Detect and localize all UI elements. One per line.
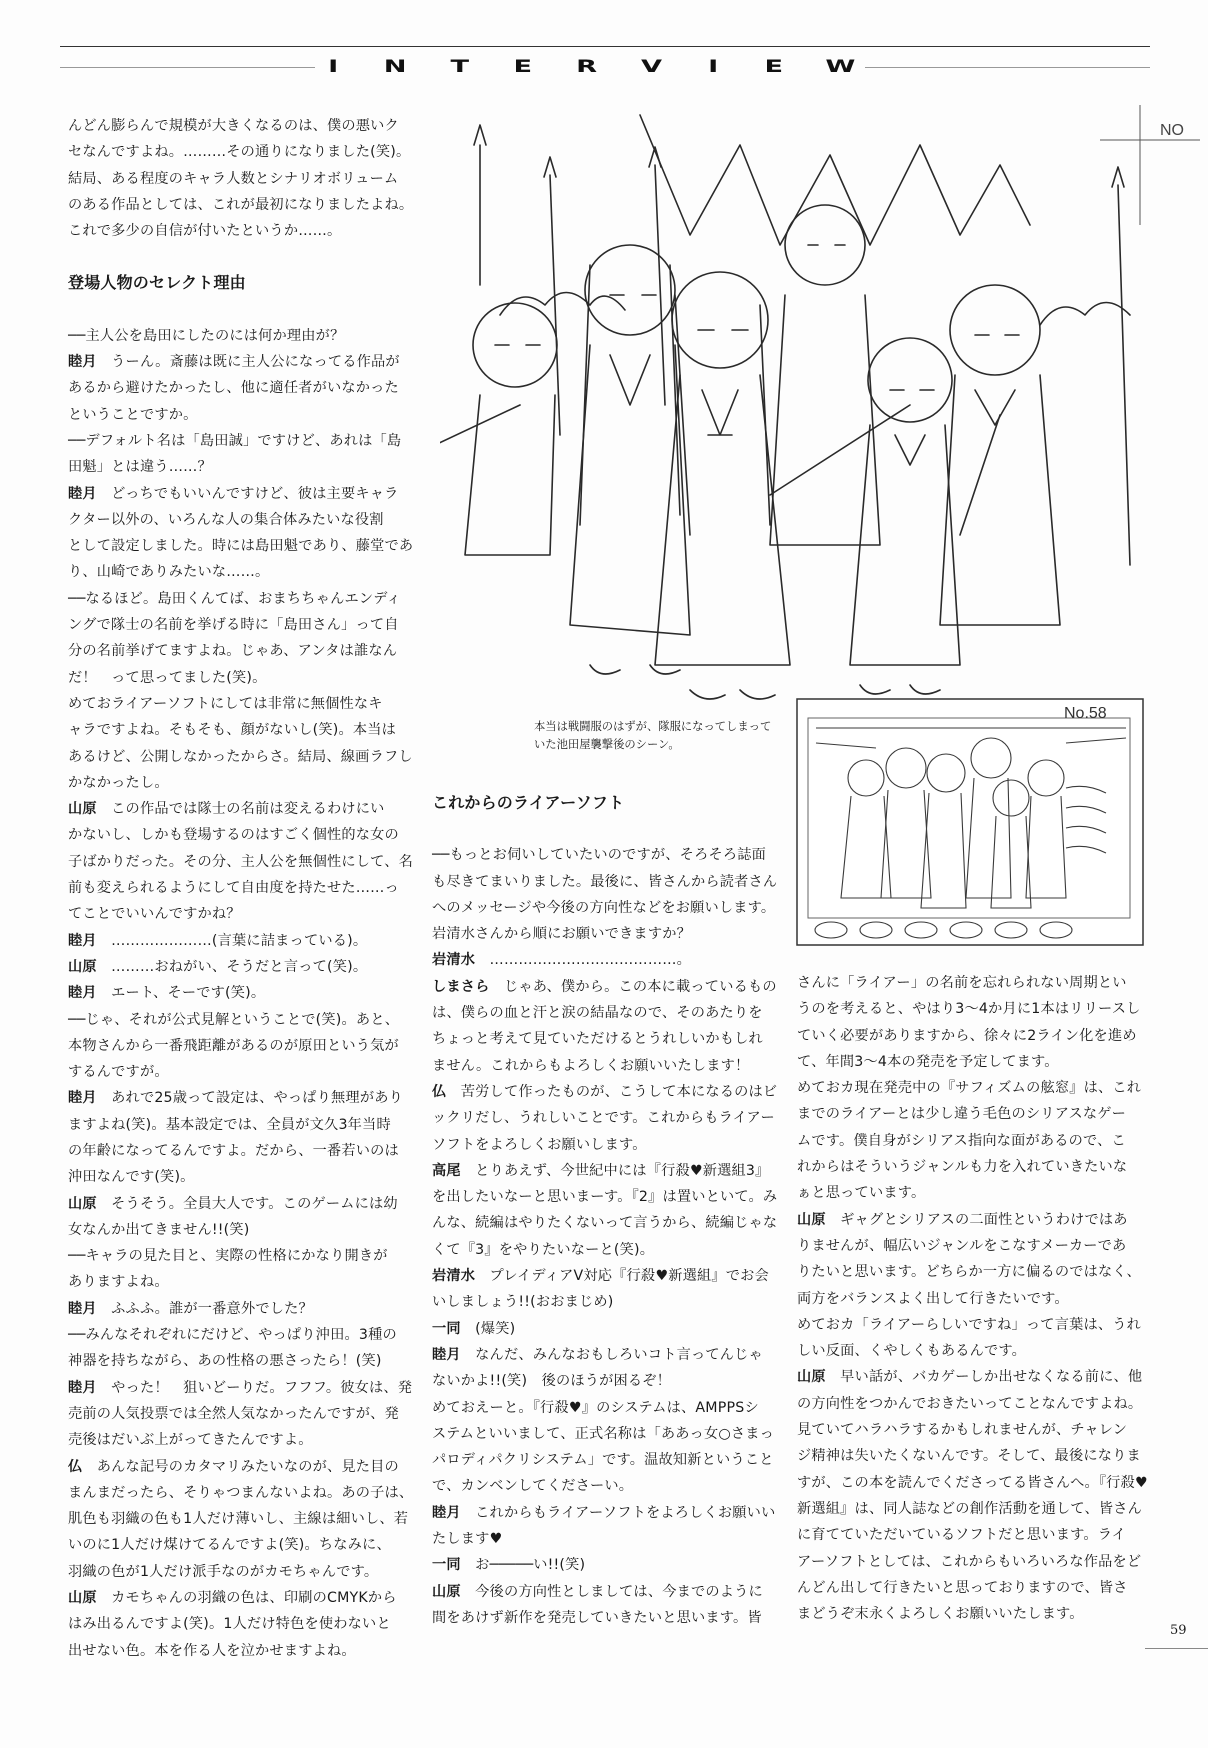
speaker-name: 睦月 [68, 1300, 97, 1317]
speaker-line: 山原 今後の方向性としましては、今までのように [432, 1583, 763, 1600]
text-line: ますよね(笑)。基本設定では、全員が文久3年当時 [68, 1116, 391, 1133]
speaker-line: 睦月 なんだ、みんなおもしろいコト言ってんじゃ [432, 1346, 763, 1363]
text-line: 分の名前挙げてますよね。じゃあ、アンタは誰なん [68, 643, 398, 660]
text-line: アーソフトとしては、これからもいろいろな作品をど [797, 1553, 1142, 1570]
speaker-line: 山原 ギャグとシリアスの二面性というわけではあ [797, 1211, 1128, 1228]
text-line: あるから避けたかったし、他に適任者がいなかった [68, 380, 399, 397]
text-line: 売後はだいぶ上がってきたんですよ。 [68, 1432, 313, 1449]
speaker-line: 山原 この作品では隊士の名前は変えるわけにい [68, 801, 385, 818]
speaker-line: 岩清水 …………………………………。 [432, 952, 691, 969]
speaker-name: 山原 [68, 1590, 97, 1607]
text-line: ャラですよね。そもそも、顔がないし(笑)。本当は [68, 722, 396, 739]
header-rule-top [60, 46, 1150, 47]
text-line: 見ていてハラハラするかもしれませんが、チャレン [797, 1422, 1128, 1439]
header-rule-left [60, 67, 315, 68]
text-line: ていく必要がありますから、徐々に2ライン化を進め [797, 1027, 1137, 1044]
section-heading: 登場人物のセレクト理由 [68, 273, 246, 293]
speaker-line: 一同 お─────い!!(笑) [432, 1557, 586, 1574]
text-line: 本物さんから一番飛距離があるのが原田という気が [68, 1037, 399, 1054]
text-line: だ！ って思ってました(笑)。 [68, 669, 267, 686]
text-line: あるけど、公開しなかったからさ。結局、線画ラフし [68, 748, 413, 765]
spacer [68, 297, 413, 323]
text-line: いしましょう!!(おおまじめ) [432, 1294, 614, 1311]
title-letter: I [708, 57, 719, 77]
text-line: んどん出して行きたいと思っておりますので、皆さ [797, 1579, 1128, 1596]
text-line: 出せない色。本を作る人を泣かせますよね。 [68, 1642, 356, 1659]
caption-line: 本当は戦闘服のはずが、隊服になってしまって [534, 720, 772, 733]
text-line: たします♥ [432, 1531, 503, 1548]
text-line: セなんですよね。………その通りになりました(笑)。 [68, 144, 411, 161]
text-line: ジ精神は失いたくないんです。そして、最後になりま [797, 1448, 1141, 1465]
text-line: くて『3』をやりたいなーと(笑)。 [432, 1241, 655, 1258]
speaker-name: 岩清水 [432, 1268, 476, 1285]
speaker-line: 睦月 …………………(言葉に詰まっている)。 [68, 932, 368, 949]
text-line: 女なんか出てきません!!(笑) [68, 1221, 250, 1238]
title-letter: I [328, 57, 339, 77]
speaker-line: 高尾 とりあえず、今世紀中には『行殺♥新選組3』 [432, 1162, 770, 1179]
text-line: うのを考えると、やはり3〜4か月に1本はリリースし [797, 1001, 1141, 1018]
text-line: ングで隊士の名前を挙げる時に「島田さん」って自 [68, 617, 399, 634]
text-line: 肌色も羽織の色も1人だけ薄いし、主線は細いし、若 [68, 1511, 409, 1528]
speaker-name: 山原 [68, 958, 97, 975]
speaker-line: 山原 早い話が、バカゲーしか出せなくなる前に、他 [797, 1369, 1143, 1386]
sketch-number-text: No.58 [1064, 705, 1107, 722]
speaker-line: 睦月 ふふふ。誰が一番意外でした？ [68, 1300, 313, 1317]
speaker-line: 睦月 やった！ 狙いどーりだ。フフフ。彼女は、発 [68, 1379, 413, 1396]
text-line: 前も変えられるようにして自由度を持たせた……っ [68, 880, 399, 897]
text-line: んな、続編はやりたくないって言うから、続編じゃな [432, 1215, 778, 1232]
speaker-line: めておカ「ライアーらしいですね」って言葉は、うれ [797, 1316, 1142, 1333]
text-line: パロディパクリシステム」です。温故知新ということ [432, 1452, 774, 1469]
text-line: ──キャラの見た目と、実際の性格にかなり開きが [68, 1248, 388, 1265]
speaker-name: 睦月 [68, 1090, 97, 1107]
section-heading: これからのライアーソフト [432, 793, 625, 812]
speaker-name: 睦月 [68, 354, 97, 371]
text-line: 子ばかりだった。その分、主人公を無個性にして、名 [68, 853, 414, 870]
speaker-name: 山原 [68, 1195, 97, 1212]
flag-shape [640, 115, 1030, 245]
text-line: て、年間3〜4本の発売を予定してます。 [797, 1053, 1059, 1070]
speaker-line: 岩清水 プレイディアV対応『行殺♥新選組』でお会 [432, 1268, 769, 1285]
text-line: のある作品としては、これが最初になりましたよね。 [68, 196, 414, 213]
speaker-line: 山原 そうそう。全員大人です。このゲームには幼 [68, 1195, 398, 1212]
text-line: んどん膨らんで規模が大きくなるのは、僕の悪いク [68, 118, 399, 134]
speaker-name: 睦月 [68, 485, 97, 502]
interview-column-1 [68, 113, 413, 1664]
speaker-name: 仏 [432, 1083, 447, 1100]
text-line: ──じゃ、それが公式見解ということで(笑)。あと、 [68, 1011, 400, 1028]
speaker-line: 睦月 どっちでもいいんですけど、彼は主要キャラ [68, 485, 399, 502]
spacer [432, 816, 777, 842]
speaker-line: 山原 ………おねがい、そうだと言って(笑)。 [68, 958, 368, 975]
title-letter: E [513, 57, 533, 77]
text-line: 神器を持ちながら、あの性格の悪さったら！(笑) [68, 1353, 382, 1370]
speaker-name: 睦月 [68, 985, 97, 1002]
speaker-name: 睦月 [68, 1379, 97, 1396]
caption-line: いた池田屋襲撃後のシーン。 [534, 738, 680, 751]
speaker-line: めておライアーソフトにしては非常に無個性なキ [68, 695, 383, 712]
speaker-line: めておえーと。『行殺♥』のシステムは、AMPPSシ [432, 1399, 759, 1416]
text-line: も尽きてまいりました。最後に、皆さんから読者さん [432, 873, 778, 890]
interview-column-3 [797, 970, 1157, 1627]
text-line: の年齢になってるんですよ。だから、一番若いのは [68, 1142, 399, 1159]
section-title-interview [328, 56, 856, 78]
text-line: ません。これからもよろしくお願いいたします！ [432, 1057, 750, 1074]
speaker-line: 仏 あんな記号のカタマリみたいなのが、見た目の [68, 1458, 399, 1475]
title-letter: R [576, 57, 598, 77]
text-line: 岩清水さんから順にお願いできますか？ [432, 926, 691, 943]
text-line: として設定しました。時には島田魁であり、藤堂であ [68, 538, 414, 555]
text-line: ないかよ!!(笑) 後のほうが困るぞ！ [432, 1373, 672, 1390]
speaker-name: 岩清水 [432, 952, 476, 969]
speaker-name: 山原 [432, 1583, 461, 1600]
text-line: まどうぞ末永くよろしくお願いいたします。 [797, 1606, 1084, 1623]
text-line: ──なるほど。島田くんてば、おまちちゃんエンディ [68, 590, 401, 607]
speaker-line: 睦月 エート、そーです(笑)。 [68, 985, 266, 1002]
illustration-caption [534, 718, 794, 754]
text-line: ぁと思っています。 [797, 1185, 926, 1202]
interview-column-2 [432, 790, 777, 1631]
speaker-line: 仏 苦労して作ったものが、こうして本になるのはビ [432, 1083, 778, 1100]
text-line: 田魁」とは違う……？ [68, 459, 212, 476]
footer-rule [1145, 1648, 1208, 1649]
title-letter: V [641, 57, 663, 77]
text-line: ックリだし、うれしいことです。これからもライアー [432, 1110, 775, 1127]
title-letter: W [825, 57, 856, 77]
speaker-name: しまさら [432, 978, 490, 995]
page-number: 59 [1170, 1623, 1187, 1638]
spacer [68, 244, 413, 270]
text-line: いのに1人だけ煤けてるんですよ(笑)。ちなみに、 [68, 1537, 391, 1554]
text-line: ──主人公を島田にしたのには何か理由が？ [68, 327, 345, 344]
text-line: これで多少の自信が付いたというか……。 [68, 223, 342, 240]
text-line: さんに「ライアー」の名前を忘れられない周期とい [797, 975, 1127, 991]
text-line: はみ出るんですよ(笑)。1人だけ特色を使わないと [68, 1616, 391, 1633]
text-line: 間をあけず新作を発売していきたいと思います。皆 [432, 1609, 762, 1626]
text-line: ソフトをよろしくお願いします。 [432, 1136, 647, 1153]
speaker-line: 睦月 うーん。斎藤は既に主人公になってる作品が [68, 354, 400, 371]
text-line: ちょっと考えて見ていただけるとうれしいかもしれ [432, 1031, 763, 1048]
text-line: を出したいなーと思いまーす。『2』は置いといて。み [432, 1189, 778, 1206]
text-line: まんまだったら、そりゃつまんないよね。あの子は、 [68, 1484, 414, 1501]
text-line: かなかったし。 [68, 774, 169, 791]
speaker-line: めておカ現在発売中の『サフィズムの舷窓』は、これ [797, 1080, 1142, 1097]
speaker-line: 睦月 あれで25歳って設定は、やっぱり無理があり [68, 1090, 403, 1107]
title-letter: N [383, 57, 407, 77]
header-rule-right [865, 67, 1150, 68]
text-line: 沖田なんです(笑)。 [68, 1169, 195, 1186]
speaker-name: 山原 [797, 1369, 826, 1386]
character-group-illustration [440, 105, 1200, 725]
text-line: へのメッセージや今後の方向性などをお願いします。 [432, 899, 776, 916]
text-line: 売前の人気投票では全然人気なかったんですが、発 [68, 1405, 399, 1422]
text-line: れからはそういうジャンルも力を入れていきたいな [797, 1159, 1128, 1176]
text-line: すが、この本を読んでくださってる皆さんへ。『行殺♥ [797, 1474, 1148, 1491]
text-line: するんですが。 [68, 1064, 169, 1081]
speaker-name: 高尾 [432, 1162, 461, 1179]
text-line: しい反面、くやしくもあるんです。 [797, 1343, 1027, 1360]
speaker-line: 一同 (爆笑) [432, 1320, 516, 1337]
title-letter: E [764, 57, 783, 77]
speaker-name: 一同 [432, 1557, 461, 1574]
text-line: で、カンベンしてくださーい。 [432, 1478, 634, 1495]
text-line: 新選組』は、同人誌などの創作活動を通して、皆さん [797, 1500, 1143, 1517]
rough-sketch-box [796, 698, 1146, 948]
text-line: 両方をバランスよく出して行きたいです。 [797, 1290, 1069, 1307]
text-line: 結局、ある程度のキャラ人数とシナリオボリューム [68, 170, 399, 187]
speaker-name: 仏 [68, 1458, 83, 1475]
text-line: ステムといいまして、正式名称は「ああっ女○さまっ [432, 1425, 775, 1442]
text-line: ──もっとお伺いしていたいのですが、そろそろ誌面 [432, 847, 767, 864]
speaker-line: 睦月 これからもライアーソフトをよろしくお願いい [432, 1504, 776, 1521]
corner-note-text: NO [1160, 122, 1184, 139]
text-line: りませんが、幅広いジャンルをこなすメーカーであ [797, 1237, 1127, 1254]
speaker-name: 睦月 [432, 1504, 461, 1521]
text-line: ということですか。 [68, 406, 198, 423]
text-line: までのライアーとは少し違う毛色のシリアスなゲー [797, 1106, 1127, 1123]
text-line: ──みんなそれぞれにだけど、やっぱり沖田。3種の [68, 1327, 397, 1344]
text-line: の方向性をつかんでおきたいってことなんですよね。 [797, 1395, 1143, 1412]
text-line: てことでいいんですかね？ [68, 906, 241, 923]
text-line: は、僕らの血と汗と涙の結晶なので、そのあたりを [432, 1005, 763, 1022]
speaker-line: 山原 カモちゃんの羽織の色は、印刷のCMYKから [68, 1590, 397, 1607]
speaker-name: 山原 [797, 1211, 826, 1228]
speaker-name: 睦月 [68, 932, 97, 949]
text-line: ──デフォルト名は「島田誠」ですけど、あれは「島 [68, 432, 402, 449]
text-line: ムです。僕自身がシリアス指向な面があるので、こ [797, 1132, 1126, 1149]
text-line: クター以外の、いろんな人の集合体みたいな役割 [68, 511, 384, 528]
text-line: かないし、しかも登場するのはすごく個性的な女の [68, 827, 399, 844]
title-letter: T [450, 57, 469, 77]
speaker-name: 山原 [68, 801, 97, 818]
text-line: りたいと思います。どちらか一方に偏るのではなく、 [797, 1264, 1141, 1281]
text-line: ありますよね。 [68, 1274, 169, 1291]
text-line: り、山崎でありみたいな……。 [68, 564, 270, 581]
speaker-name: 睦月 [432, 1346, 461, 1363]
speaker-name: 一同 [432, 1320, 461, 1337]
text-line: に育てていただいているソフトだと思います。ライ [797, 1527, 1127, 1544]
speaker-line: しまさら じゃあ、僕から。この本に載っているもの [432, 978, 777, 995]
text-line: 羽織の色が1人だけ派手なのがカモちゃんです。 [68, 1563, 379, 1580]
